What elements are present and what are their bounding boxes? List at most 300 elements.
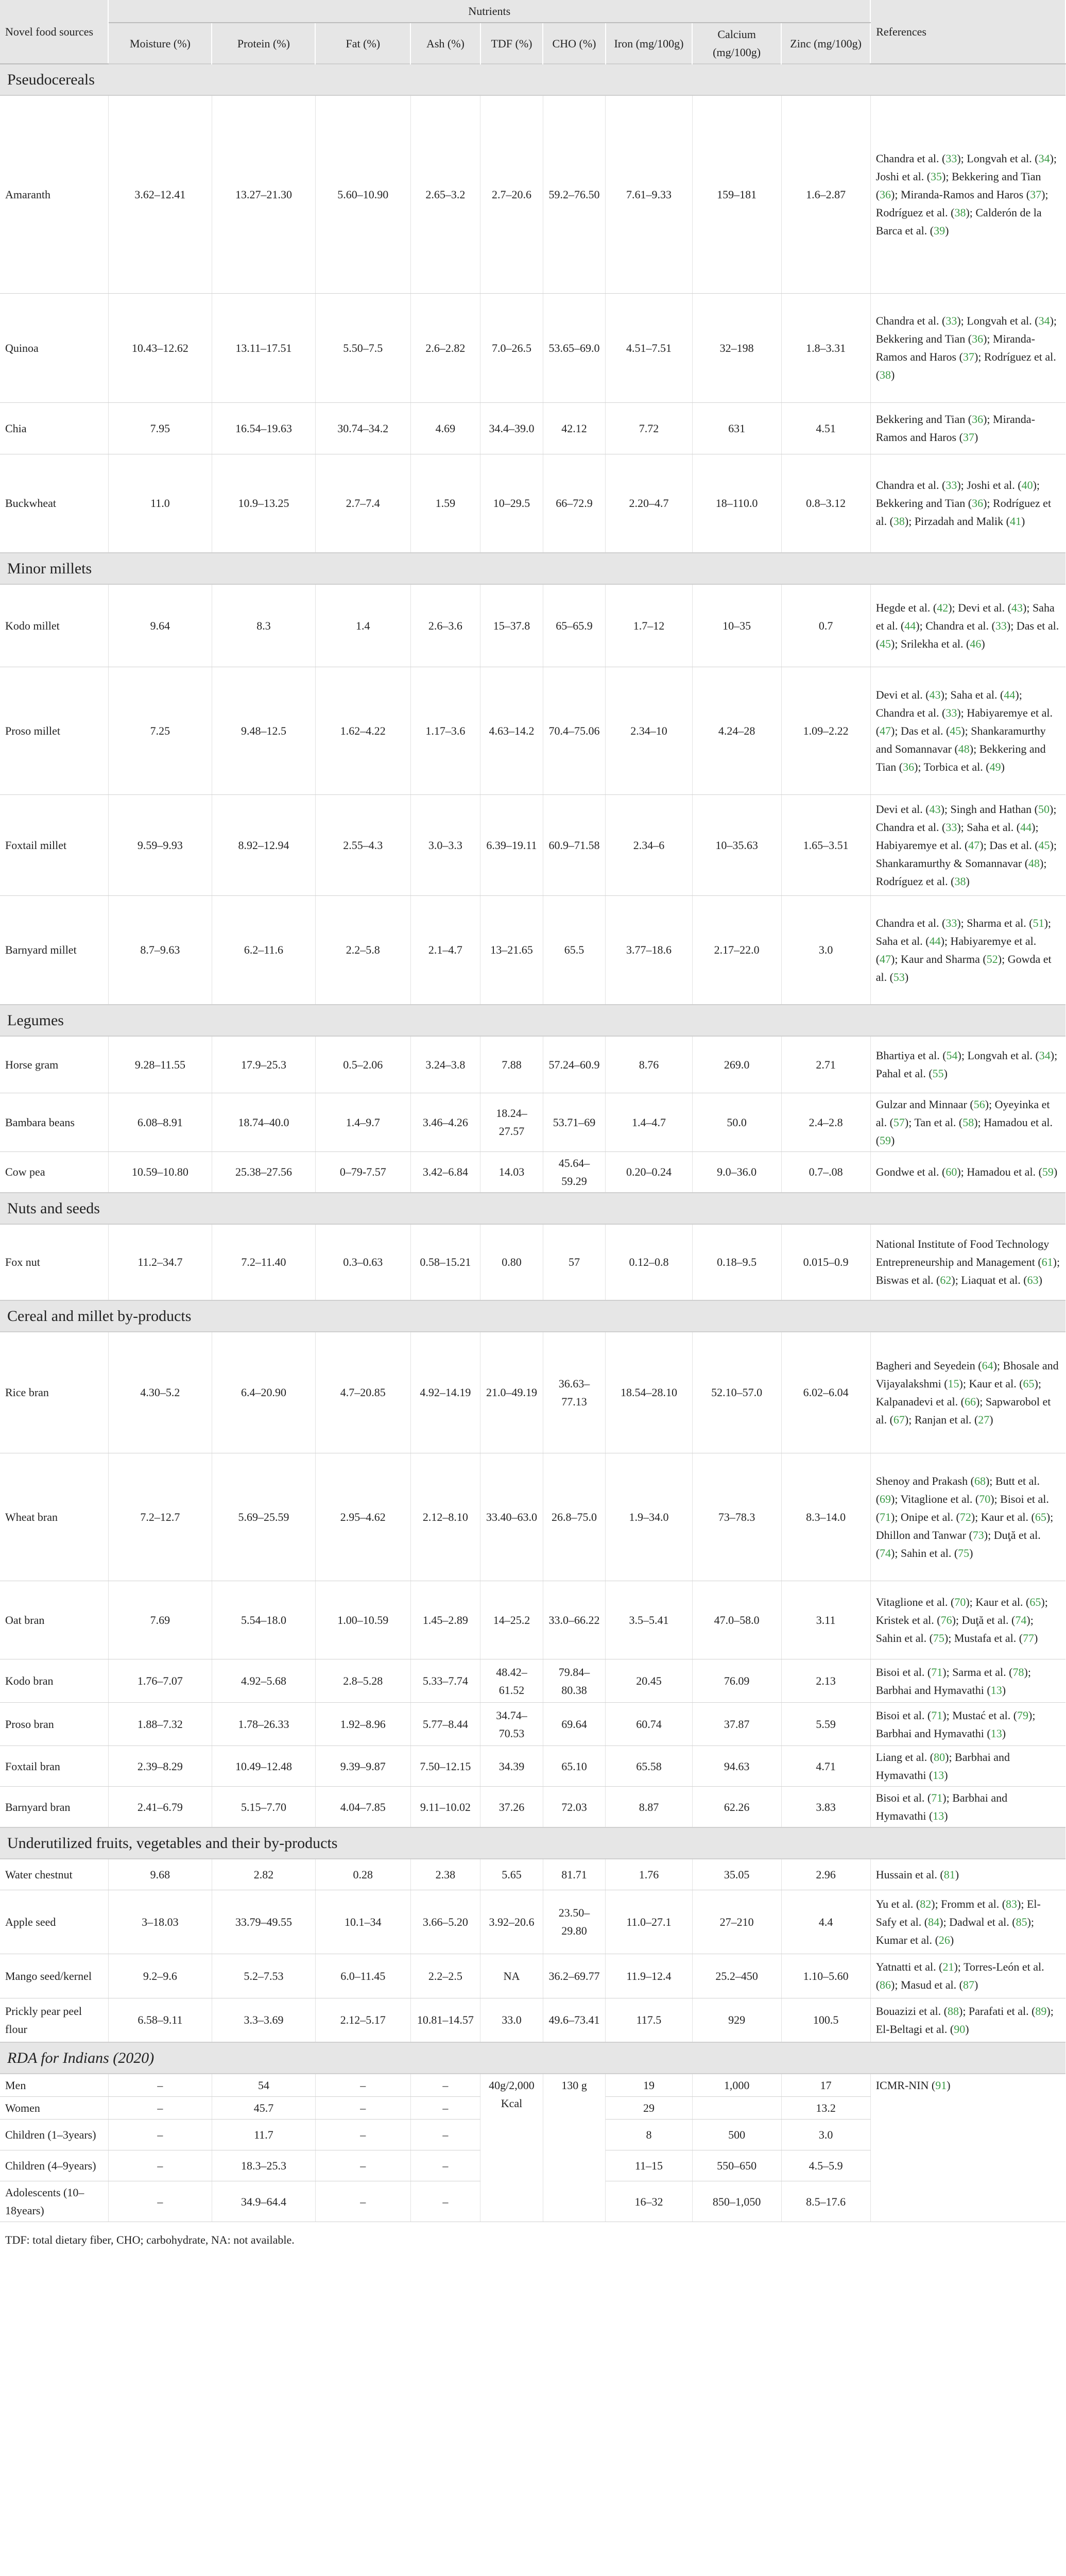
citation-link[interactable]: 43 bbox=[1011, 601, 1023, 614]
table-row bbox=[0, 293, 1065, 402]
nutrient-value: 26.8–75.0 bbox=[543, 1453, 606, 1581]
reference-cell: Chandra et al. (33); Longvah et al. (34); Joshi et al. (35); Bekkering and Tian (36); Miranda-Ramos and Haros (37); Rodríguez et al. (38); Calderón de la Barca et al. (39) bbox=[870, 95, 1065, 293]
rda-value: – bbox=[410, 2097, 480, 2120]
citation-link[interactable]: 49 bbox=[989, 760, 1001, 773]
citation-link[interactable]: 44 bbox=[1004, 688, 1016, 701]
nutrient-value: 4.30–5.2 bbox=[108, 1332, 212, 1453]
nutrient-value: 18.54–28.10 bbox=[606, 1332, 692, 1453]
nutrient-value: 8.3 bbox=[212, 584, 315, 667]
table-row bbox=[0, 454, 1065, 553]
reference-cell: Gulzar and Minnaar (56); Oyeyinka et al. (57); Tan et al. (58); Hamadou et al. (59) bbox=[870, 1093, 1065, 1151]
header-col: Ash (%) bbox=[410, 23, 480, 64]
citation-link[interactable]: 13 bbox=[990, 1683, 1002, 1697]
section-title: RDA for Indians (2020) bbox=[0, 2042, 1065, 2074]
citation-link[interactable]: 38 bbox=[954, 206, 966, 219]
table-row bbox=[0, 1659, 1065, 1703]
table-row bbox=[0, 1859, 1065, 1890]
nutrient-value: 929 bbox=[692, 1998, 781, 2042]
nutrient-value: 13–21.65 bbox=[480, 895, 543, 1005]
rda-group: Women bbox=[0, 2097, 108, 2120]
citation-link[interactable]: 48 bbox=[958, 742, 970, 755]
citation-link[interactable]: 68 bbox=[974, 1475, 986, 1487]
rda-value: 8.5–17.6 bbox=[781, 2181, 870, 2222]
nutrient-value: 60.74 bbox=[606, 1703, 692, 1746]
citation-link[interactable]: 37 bbox=[962, 431, 974, 444]
nutrient-value: 48.42–61.52 bbox=[480, 1659, 543, 1703]
nutrient-value: 57 bbox=[543, 1224, 606, 1300]
nutrient-value: 13.27–21.30 bbox=[212, 95, 315, 293]
table-header bbox=[0, 0, 1065, 64]
nutrient-value: 34.74–70.53 bbox=[480, 1703, 543, 1746]
nutrient-value: 6.58–9.11 bbox=[108, 1998, 212, 2042]
citation-link[interactable]: 45 bbox=[1038, 838, 1050, 852]
citation-link[interactable]: 90 bbox=[954, 2022, 966, 2036]
citation-link[interactable]: 56 bbox=[973, 1097, 985, 1111]
citation-link[interactable]: 62 bbox=[940, 1274, 952, 1286]
nutrient-value: 1.76–7.07 bbox=[108, 1659, 212, 1703]
rda-group: Men bbox=[0, 2074, 108, 2097]
nutrient-value: 10–29.5 bbox=[480, 454, 543, 553]
nutrient-value: 2.96 bbox=[781, 1859, 870, 1890]
rda-value: – bbox=[108, 2150, 212, 2181]
nutrient-value: 4.24–28 bbox=[692, 667, 781, 794]
nutrient-value: 9.59–9.93 bbox=[108, 794, 212, 895]
nutrient-value: 94.63 bbox=[692, 1746, 781, 1787]
citation-link[interactable]: 75 bbox=[958, 1547, 970, 1560]
nutrient-value: 1.8–3.31 bbox=[781, 293, 870, 402]
nutrient-value: 14.03 bbox=[480, 1151, 543, 1193]
citation-link[interactable]: 13 bbox=[990, 1726, 1002, 1740]
nutrient-value: 3.5–5.41 bbox=[606, 1581, 692, 1659]
citation-link[interactable]: 44 bbox=[904, 619, 916, 632]
table-row bbox=[0, 1036, 1065, 1093]
nutrient-value: 3.46–4.26 bbox=[410, 1093, 480, 1151]
nutrient-value: 65.5 bbox=[543, 895, 606, 1005]
citation-link[interactable]: 33 bbox=[945, 706, 957, 719]
citation-link[interactable]: 13 bbox=[933, 1809, 944, 1822]
citation-link[interactable]: 36 bbox=[972, 497, 984, 510]
table-row bbox=[0, 667, 1065, 794]
reference-cell: Bhartiya et al. (54); Longvah et al. (34); Pahal et al. (55) bbox=[870, 1036, 1065, 1093]
reference-cell: Bisoi et al. (71); Barbhai and Hymavathi (13) bbox=[870, 1787, 1065, 1828]
citation-link[interactable]: 45 bbox=[880, 637, 891, 650]
nutrient-value: 2.82 bbox=[212, 1859, 315, 1890]
food-name: Prickly pear peel flour bbox=[0, 1998, 108, 2042]
citation-link[interactable]: 43 bbox=[929, 802, 941, 816]
nutrient-value: 10.49–12.48 bbox=[212, 1746, 315, 1787]
citation-link[interactable]: 47 bbox=[880, 952, 891, 965]
header-col: Fat (%) bbox=[315, 23, 410, 64]
nutrient-value: 2.65–3.2 bbox=[410, 95, 480, 293]
nutrient-value: 0.015–0.9 bbox=[781, 1224, 870, 1300]
nutrient-value: 631 bbox=[692, 402, 781, 454]
citation-link[interactable]: 64 bbox=[982, 1359, 993, 1372]
citation-link[interactable]: 26 bbox=[938, 1933, 950, 1946]
rda-value: – bbox=[315, 2120, 410, 2150]
citation-link[interactable]: 34 bbox=[1038, 314, 1050, 327]
nutrient-value: 2.55–4.3 bbox=[315, 794, 410, 895]
nutrient-value: 9.68 bbox=[108, 1859, 212, 1890]
nutrient-value: 9.28–11.55 bbox=[108, 1036, 212, 1093]
nutrient-value: 1.62–4.22 bbox=[315, 667, 410, 794]
citation-link[interactable]: 43 bbox=[929, 688, 941, 701]
citation-link[interactable]: 37 bbox=[962, 350, 974, 363]
nutrient-value: 33.0 bbox=[480, 1998, 543, 2042]
nutrient-value: 0.5–2.06 bbox=[315, 1036, 410, 1093]
citation-link[interactable]: 83 bbox=[1006, 1897, 1018, 1910]
citation-link[interactable]: 74 bbox=[1015, 1614, 1027, 1626]
citation-link[interactable]: 80 bbox=[934, 1751, 945, 1764]
citation-link[interactable]: 54 bbox=[946, 1049, 958, 1062]
header-col: Calcium (mg/100g) bbox=[692, 23, 781, 64]
citation-link[interactable]: 58 bbox=[962, 1115, 974, 1129]
nutrient-value: 159–181 bbox=[692, 95, 781, 293]
citation-link[interactable]: 15 bbox=[948, 1377, 959, 1390]
citation-link[interactable]: 84 bbox=[928, 1915, 940, 1928]
nutrient-value: 9.11–10.02 bbox=[410, 1787, 480, 1828]
nutrient-value: 2.34–10 bbox=[606, 667, 692, 794]
nutrient-value: 69.64 bbox=[543, 1703, 606, 1746]
citation-link[interactable]: 79 bbox=[1017, 1708, 1029, 1722]
nutrient-value: 9.0–36.0 bbox=[692, 1151, 781, 1193]
citation-link[interactable]: 65 bbox=[1035, 1511, 1046, 1523]
citation-link[interactable]: 40 bbox=[1021, 479, 1033, 492]
nutrient-value: 57.24–60.9 bbox=[543, 1036, 606, 1093]
citation-link[interactable]: 89 bbox=[1035, 2004, 1047, 2018]
table-row bbox=[0, 584, 1065, 667]
nutrient-value: 65–65.9 bbox=[543, 584, 606, 667]
reference-cell: Liang et al. (80); Barbhai and Hymavathi (13) bbox=[870, 1746, 1065, 1787]
rda-value: – bbox=[108, 2074, 212, 2097]
citation-link[interactable]: 34 bbox=[1039, 1049, 1051, 1062]
nutrient-value: 10–35.63 bbox=[692, 794, 781, 895]
nutrient-value: 60.9–71.58 bbox=[543, 794, 606, 895]
rda-value: – bbox=[315, 2181, 410, 2222]
nutrient-value: 7.50–12.15 bbox=[410, 1746, 480, 1787]
nutrient-value: 81.71 bbox=[543, 1859, 606, 1890]
header-references: References bbox=[870, 0, 1065, 64]
table-row bbox=[0, 402, 1065, 454]
citation-link[interactable]: 73 bbox=[972, 1529, 984, 1541]
citation-link[interactable]: 52 bbox=[986, 952, 998, 965]
citation-link[interactable]: 33 bbox=[945, 151, 957, 165]
nutrient-value: 16.54–19.63 bbox=[212, 402, 315, 454]
nutrient-value: 2.8–5.28 bbox=[315, 1659, 410, 1703]
rda-row bbox=[0, 2074, 1065, 2097]
nutrient-value: 1.6–2.87 bbox=[781, 95, 870, 293]
nutrient-value: 59.2–76.50 bbox=[543, 95, 606, 293]
nutrient-value: 2.6–2.82 bbox=[410, 293, 480, 402]
rda-value: – bbox=[315, 2097, 410, 2120]
citation-link[interactable]: 41 bbox=[1009, 515, 1021, 528]
citation-link[interactable]: 71 bbox=[931, 1665, 943, 1679]
nutrient-value: 32–198 bbox=[692, 293, 781, 402]
citation-link[interactable]: 51 bbox=[1033, 916, 1044, 929]
citation-link[interactable]: 34 bbox=[1038, 151, 1050, 165]
citation-link[interactable]: 44 bbox=[929, 934, 941, 947]
citation-link[interactable]: 45 bbox=[950, 724, 961, 737]
food-name: Chia bbox=[0, 402, 108, 454]
citation-link[interactable]: 47 bbox=[968, 838, 980, 852]
nutrient-value: 35.05 bbox=[692, 1859, 781, 1890]
header-col: Protein (%) bbox=[212, 23, 315, 64]
nutrient-value: 0.3–0.63 bbox=[315, 1224, 410, 1300]
header-source: Novel food sources bbox=[0, 0, 108, 64]
nutrient-value: 1.4 bbox=[315, 584, 410, 667]
nutrient-value: 2.2–2.5 bbox=[410, 1954, 480, 1998]
nutrient-value: 100.5 bbox=[781, 1998, 870, 2042]
food-name: Barnyard millet bbox=[0, 895, 108, 1005]
nutrient-value: 10–35 bbox=[692, 584, 781, 667]
nutrient-value: 0.7–.08 bbox=[781, 1151, 870, 1193]
rda-value: 16–32 bbox=[606, 2181, 692, 2222]
nutrient-value: 7.61–9.33 bbox=[606, 95, 692, 293]
food-name: Barnyard bran bbox=[0, 1787, 108, 1828]
nutrient-value: 117.5 bbox=[606, 1998, 692, 2042]
rda-value: 500 bbox=[692, 2120, 781, 2150]
header-col: Moisture (%) bbox=[108, 23, 212, 64]
nutrient-value: 7.0–26.5 bbox=[480, 293, 543, 402]
citation-link[interactable]: 37 bbox=[1030, 188, 1042, 201]
nutrient-value: 8.87 bbox=[606, 1787, 692, 1828]
citation-link[interactable]: 82 bbox=[920, 1897, 932, 1910]
nutrient-value: 269.0 bbox=[692, 1036, 781, 1093]
nutrient-value: 6.2–11.6 bbox=[212, 895, 315, 1005]
nutrient-value: 7.69 bbox=[108, 1581, 212, 1659]
rda-value: 850–1,050 bbox=[692, 2181, 781, 2222]
nutrient-value: 2.12–5.17 bbox=[315, 1998, 410, 2042]
citation-link[interactable]: 71 bbox=[931, 1708, 943, 1722]
nutrient-value: 6.39–19.11 bbox=[480, 794, 543, 895]
citation-link[interactable]: 66 bbox=[964, 1395, 976, 1408]
food-name: Fox nut bbox=[0, 1224, 108, 1300]
citation-link[interactable]: 33 bbox=[945, 479, 957, 492]
reference-cell: Chandra et al. (33); Sharma et al. (51); Saha et al. (44); Habiyaremye et al. (47); Kaur and Sharma (52); Gowda et al. (53) bbox=[870, 895, 1065, 1005]
nutrient-value: 42.12 bbox=[543, 402, 606, 454]
food-name: Horse gram bbox=[0, 1036, 108, 1093]
table-row bbox=[0, 1787, 1065, 1828]
citation-link[interactable]: 88 bbox=[947, 2004, 959, 2018]
nutrient-value: 3.0–3.3 bbox=[410, 794, 480, 895]
food-name: Rice bran bbox=[0, 1332, 108, 1453]
reference-cell: Bagheri and Seyedein (64); Bhosale and Vijayalakshmi (15); Kaur et al. (65); Kalpanadevi et al. (66); Sapwarobol et al. (67); Ranjan et al. (27) bbox=[870, 1332, 1065, 1453]
header-col: TDF (%) bbox=[480, 23, 543, 64]
table-row bbox=[0, 1093, 1065, 1151]
food-name: Cow pea bbox=[0, 1151, 108, 1193]
citation-link[interactable]: 36 bbox=[903, 760, 915, 773]
citation-link[interactable]: 65 bbox=[1023, 1377, 1035, 1390]
nutrient-value: 37.87 bbox=[692, 1703, 781, 1746]
citation-link[interactable]: 27 bbox=[978, 1413, 990, 1426]
nutrient-value: 15–37.8 bbox=[480, 584, 543, 667]
nutrient-value: 27–210 bbox=[692, 1890, 781, 1954]
nutrient-value: 3.0 bbox=[781, 895, 870, 1005]
table-row bbox=[0, 794, 1065, 895]
citation-link[interactable]: 72 bbox=[959, 1511, 971, 1523]
citation-link[interactable]: 60 bbox=[945, 1165, 957, 1178]
nutrient-value: 2.41–6.79 bbox=[108, 1787, 212, 1828]
nutrient-value: 7.25 bbox=[108, 667, 212, 794]
nutrient-value: 79.84–80.38 bbox=[543, 1659, 606, 1703]
table-row bbox=[0, 1746, 1065, 1787]
nutrient-value: 65.10 bbox=[543, 1746, 606, 1787]
citation-link[interactable]: 61 bbox=[1041, 1256, 1053, 1268]
citation-link[interactable]: 33 bbox=[945, 314, 957, 327]
nutrient-value: 4.71 bbox=[781, 1746, 870, 1787]
section-title: Pseudocereals bbox=[0, 64, 1065, 95]
rda-value bbox=[692, 2097, 781, 2120]
nutrient-value: 0.7 bbox=[781, 584, 870, 667]
rda-group: Children (4–9years) bbox=[0, 2150, 108, 2181]
citation-link[interactable]: 75 bbox=[933, 1632, 944, 1645]
citation-link[interactable]: 86 bbox=[880, 1978, 891, 1991]
citation-link[interactable]: 76 bbox=[940, 1614, 952, 1626]
nutrient-value: 66–72.9 bbox=[543, 454, 606, 553]
rda-value: – bbox=[108, 2097, 212, 2120]
nutrient-value: 18–110.0 bbox=[692, 454, 781, 553]
citation-link[interactable]: 36 bbox=[972, 332, 984, 345]
citation-link[interactable]: 57 bbox=[893, 1115, 905, 1129]
rda-group: Adolescents (10–18years) bbox=[0, 2181, 108, 2222]
nutrient-value: 70.4–75.06 bbox=[543, 667, 606, 794]
rda-value: 45.7 bbox=[212, 2097, 315, 2120]
nutrient-value: 4.04–7.85 bbox=[315, 1787, 410, 1828]
citation-link[interactable]: 65 bbox=[1029, 1596, 1041, 1608]
nutrient-value: 5.50–7.5 bbox=[315, 293, 410, 402]
rda-value: 550–650 bbox=[692, 2150, 781, 2181]
nutrient-value: 25.2–450 bbox=[692, 1954, 781, 1998]
food-name: Kodo bran bbox=[0, 1659, 108, 1703]
nutrient-value: 4.51 bbox=[781, 402, 870, 454]
citation-link[interactable]: 67 bbox=[893, 1413, 905, 1426]
citation-link[interactable]: 36 bbox=[880, 188, 891, 201]
nutrient-value: 4.63–14.2 bbox=[480, 667, 543, 794]
nutrient-value: 2.13 bbox=[781, 1659, 870, 1703]
food-name: Wheat bran bbox=[0, 1453, 108, 1581]
rda-value: 17 bbox=[781, 2074, 870, 2097]
nutrient-value: 52.10–57.0 bbox=[692, 1332, 781, 1453]
citation-link[interactable]: 44 bbox=[1020, 820, 1032, 834]
reference-cell: Hegde et al. (42); Devi et al. (43); Saha et al. (44); Chandra et al. (33); Das et al. (45); Srilekha et al. (46) bbox=[870, 584, 1065, 667]
nutrient-value: 7.72 bbox=[606, 402, 692, 454]
rda-value: 1,000 bbox=[692, 2074, 781, 2097]
citation-link[interactable]: 81 bbox=[943, 1868, 955, 1881]
citation-link[interactable]: 38 bbox=[880, 368, 891, 381]
citation-link[interactable]: 38 bbox=[954, 874, 966, 888]
citation-link[interactable]: 87 bbox=[962, 1978, 974, 1991]
nutrient-value: 33.40–63.0 bbox=[480, 1453, 543, 1581]
nutrient-value: 5.65 bbox=[480, 1859, 543, 1890]
reference-cell: Devi et al. (43); Singh and Hathan (50); Chandra et al. (33); Saha et al. (44); Habiyaremye et al. (47); Das et al. (45); Shankaramurthy & Somannavar (48); Rodríguez et al. (38) bbox=[870, 794, 1065, 895]
nutrient-value: 65.58 bbox=[606, 1746, 692, 1787]
rda-value: 11–15 bbox=[606, 2150, 692, 2181]
citation-link[interactable]: 77 bbox=[1023, 1632, 1035, 1645]
table-row bbox=[0, 1998, 1065, 2042]
citation-link[interactable]: 91 bbox=[935, 2079, 947, 2092]
citation-link[interactable]: 36 bbox=[972, 413, 984, 426]
citation-link[interactable]: 33 bbox=[995, 619, 1007, 632]
nutrient-value: 10.1–34 bbox=[315, 1890, 410, 1954]
citation-link[interactable]: 53 bbox=[893, 970, 905, 984]
nutrient-value: 4.7–20.85 bbox=[315, 1332, 410, 1453]
citation-link[interactable]: 71 bbox=[880, 1511, 891, 1523]
rda-value: 11.7 bbox=[212, 2120, 315, 2150]
nutrient-value: 34.4–39.0 bbox=[480, 402, 543, 454]
citation-link[interactable]: 63 bbox=[1027, 1274, 1039, 1286]
rda-value: – bbox=[410, 2120, 480, 2150]
citation-link[interactable]: 39 bbox=[934, 224, 945, 237]
nutrient-value: 11.2–34.7 bbox=[108, 1224, 212, 1300]
table-row bbox=[0, 895, 1065, 1005]
nutrient-value: 8.7–9.63 bbox=[108, 895, 212, 1005]
table-body bbox=[0, 64, 1065, 2222]
nutrient-value: 5.60–10.90 bbox=[315, 95, 410, 293]
citation-link[interactable]: 50 bbox=[1038, 802, 1050, 816]
table-row bbox=[0, 1332, 1065, 1453]
nutrient-value: 36.2–69.77 bbox=[543, 1954, 606, 1998]
citation-link[interactable]: 55 bbox=[932, 1067, 944, 1080]
reference-cell: Yu et al. (82); Fromm et al. (83); El-Safy et al. (84); Dadwal et al. (85); Kumar et al. (26) bbox=[870, 1890, 1065, 1954]
citation-link[interactable]: 47 bbox=[880, 724, 891, 737]
nutrient-value: 6.08–8.91 bbox=[108, 1093, 212, 1151]
nutrient-value: 1.45–2.89 bbox=[410, 1581, 480, 1659]
citation-link[interactable]: 46 bbox=[970, 637, 982, 650]
reference-cell: ICMR-NIN (91) bbox=[870, 2074, 1065, 2222]
food-name: Amaranth bbox=[0, 95, 108, 293]
nutrient-value: 2.2–5.8 bbox=[315, 895, 410, 1005]
citation-link[interactable]: 70 bbox=[954, 1596, 966, 1608]
nutrient-value: 0.28 bbox=[315, 1859, 410, 1890]
citation-link[interactable]: 70 bbox=[979, 1493, 991, 1505]
nutrient-value: 8.76 bbox=[606, 1036, 692, 1093]
rda-value: 13.2 bbox=[781, 2097, 870, 2120]
nutrient-value: 10.81–14.57 bbox=[410, 1998, 480, 2042]
citation-link[interactable]: 78 bbox=[1012, 1665, 1024, 1679]
food-name: Foxtail millet bbox=[0, 794, 108, 895]
rda-tdf: 40g/2,000 Kcal bbox=[480, 2074, 543, 2222]
citation-link[interactable]: 33 bbox=[945, 916, 957, 929]
nutrient-value: 0.18–9.5 bbox=[692, 1224, 781, 1300]
citation-link[interactable]: 48 bbox=[1028, 856, 1040, 870]
rda-value: – bbox=[315, 2150, 410, 2181]
citation-link[interactable]: 59 bbox=[1042, 1165, 1054, 1178]
nutrient-value: 9.2–9.6 bbox=[108, 1954, 212, 1998]
nutrient-value: 4.92–5.68 bbox=[212, 1659, 315, 1703]
citation-link[interactable]: 42 bbox=[937, 601, 949, 614]
citation-link[interactable]: 35 bbox=[931, 170, 942, 183]
nutrient-value: 5.69–25.59 bbox=[212, 1453, 315, 1581]
nutrient-value: 53.65–69.0 bbox=[543, 293, 606, 402]
section-title: Legumes bbox=[0, 1005, 1065, 1036]
nutrient-value: NA bbox=[480, 1954, 543, 1998]
nutrient-value: 37.26 bbox=[480, 1787, 543, 1828]
citation-link[interactable]: 69 bbox=[880, 1493, 891, 1505]
citation-link[interactable]: 74 bbox=[880, 1547, 891, 1560]
citation-link[interactable]: 33 bbox=[945, 820, 957, 834]
header-col: Iron (mg/100g) bbox=[606, 23, 692, 64]
food-name: Bambara beans bbox=[0, 1093, 108, 1151]
citation-link[interactable]: 38 bbox=[893, 515, 905, 528]
citation-link[interactable]: 71 bbox=[931, 1791, 943, 1804]
citation-link[interactable]: 85 bbox=[1016, 1915, 1027, 1928]
rda-value: 8 bbox=[606, 2120, 692, 2150]
food-name: Mango seed/kernel bbox=[0, 1954, 108, 1998]
citation-link[interactable]: 13 bbox=[933, 1769, 944, 1782]
nutrient-value: 2.1–4.7 bbox=[410, 895, 480, 1005]
nutrient-value: 2.12–8.10 bbox=[410, 1453, 480, 1581]
citation-link[interactable]: 59 bbox=[880, 1133, 891, 1147]
citation-link[interactable]: 21 bbox=[942, 1960, 954, 1973]
